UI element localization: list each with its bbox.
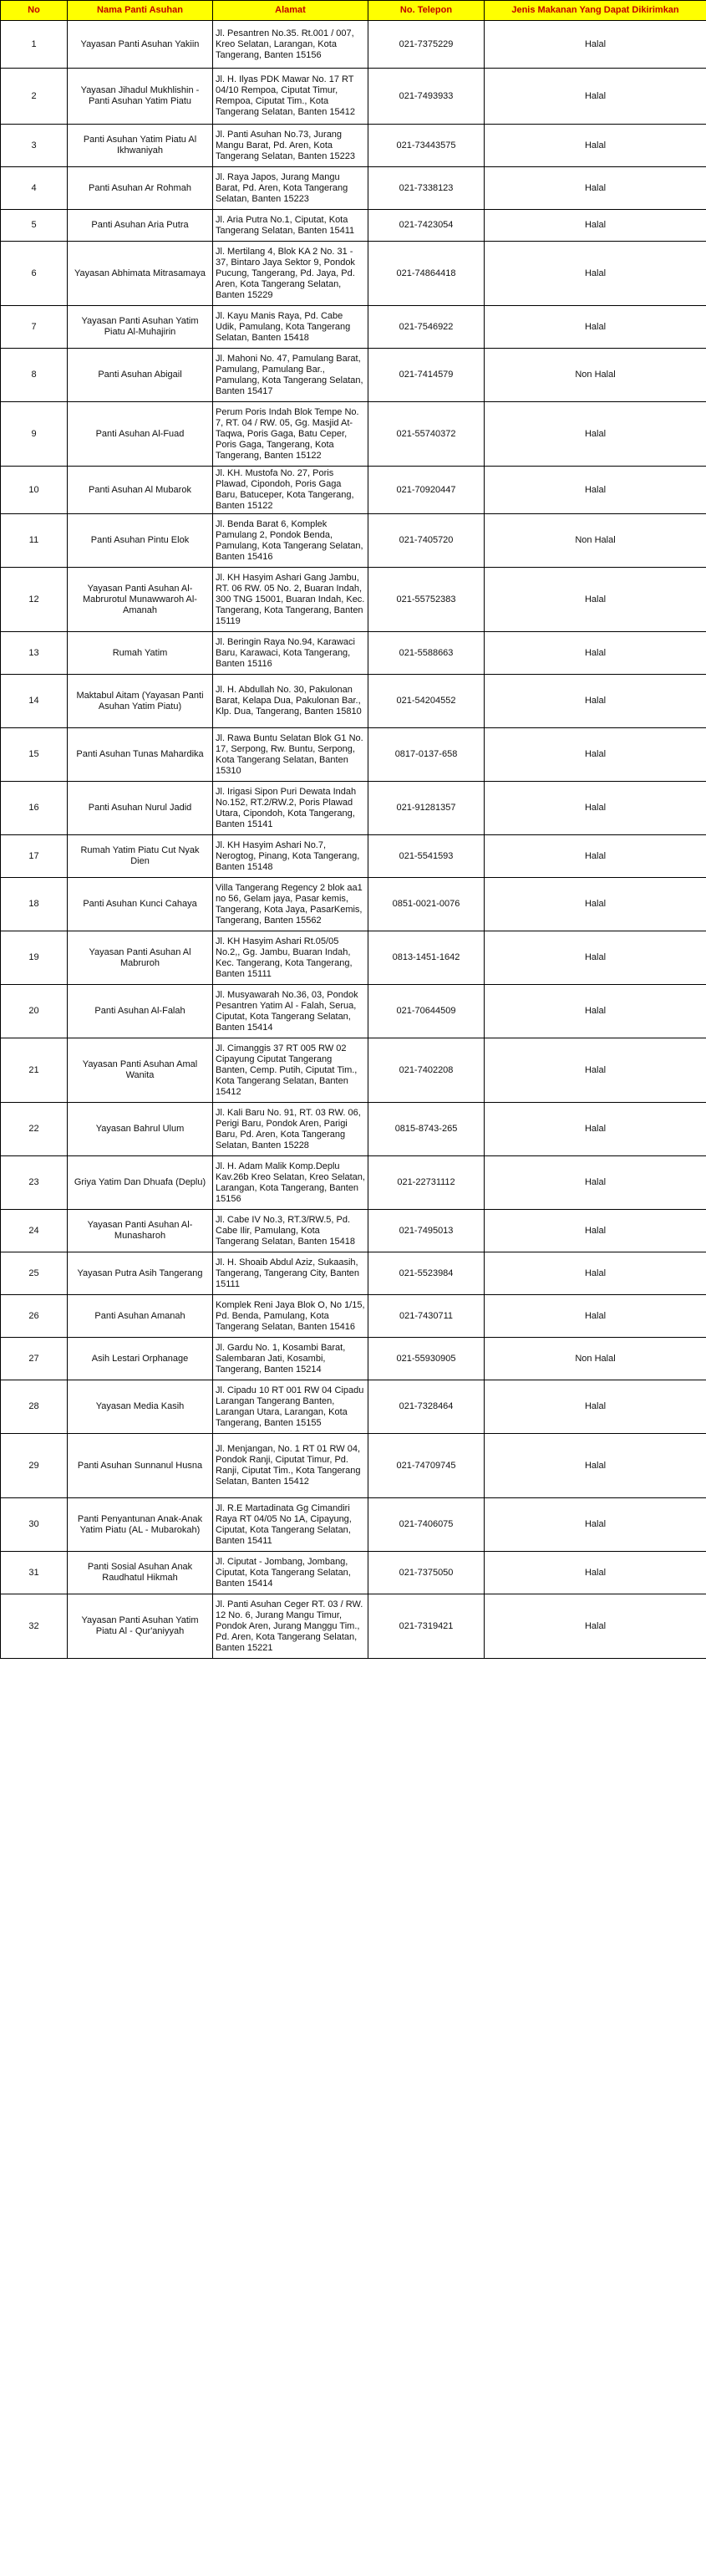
- table-row: [1, 878, 706, 931]
- cell-no: 28: [1, 1380, 68, 1434]
- cell-jenis-makanan: Halal: [485, 242, 706, 306]
- cell-alamat: Jl. KH Hasyim Ashari Gang Jambu, RT. 06 RW. 05 No. 2, Buaran Indah, 300 TNG 15001, Buaran Indah, Kec. Tangerang, Kota Tangerang, Banten 15119: [213, 568, 368, 632]
- table-row: [1, 306, 706, 349]
- table-row: [1, 167, 706, 210]
- cell-telepon: 021-55930905: [368, 1338, 485, 1380]
- table-row: [1, 1103, 706, 1156]
- table-row: [1, 931, 706, 985]
- cell-jenis-makanan: Halal: [485, 1594, 706, 1659]
- cell-nama: Panti Asuhan Tunas Mahardika: [68, 728, 213, 782]
- cell-alamat: Jl. H. Adam Malik Komp.Deplu Kav.26b Kreo Selatan, Kreo Selatan, Larangan, Kota Tangerang, Banten 15156: [213, 1156, 368, 1210]
- cell-nama: Panti Asuhan Al-Fuad: [68, 402, 213, 467]
- cell-nama: Panti Asuhan Al-Falah: [68, 985, 213, 1038]
- cell-alamat: Jl. Pesantren No.35. Rt.001 / 007, Kreo Selatan, Larangan, Kota Tangerang, Banten 15156: [213, 21, 368, 69]
- cell-telepon: 0813-1451-1642: [368, 931, 485, 985]
- cell-nama: Panti Asuhan Kunci Cahaya: [68, 878, 213, 931]
- cell-jenis-makanan: Non Halal: [485, 1338, 706, 1380]
- cell-alamat: Komplek Reni Jaya Blok O, No 1/15, Pd. Benda, Pamulang, Kota Tangerang Selatan, Banten 15416: [213, 1295, 368, 1338]
- cell-nama: Yayasan Panti Asuhan Yatim Piatu Al-Muhajirin: [68, 306, 213, 349]
- cell-alamat: Jl. Aria Putra No.1, Ciputat, Kota Tangerang Selatan, Banten 15411: [213, 210, 368, 242]
- cell-telepon: 021-7338123: [368, 167, 485, 210]
- table-row: [1, 568, 706, 632]
- cell-jenis-makanan: Halal: [485, 931, 706, 985]
- table-row: [1, 1338, 706, 1380]
- cell-jenis-makanan: Halal: [485, 69, 706, 125]
- cell-alamat: Jl. H. Abdullah No. 30, Pakulonan Barat, Kelapa Dua, Pakulonan Bar., Klp. Dua, Tangerang, Banten 15810: [213, 675, 368, 728]
- cell-nama: Rumah Yatim: [68, 632, 213, 675]
- cell-jenis-makanan: Non Halal: [485, 349, 706, 402]
- cell-jenis-makanan: Halal: [485, 782, 706, 835]
- cell-no: 11: [1, 514, 68, 568]
- cell-alamat: Jl. Musyawarah No.36, 03, Pondok Pesantren Yatim Al - Falah, Serua, Ciputat, Kota Tangerang Selatan, Banten 15414: [213, 985, 368, 1038]
- cell-jenis-makanan: Halal: [485, 1103, 706, 1156]
- cell-jenis-makanan: Halal: [485, 210, 706, 242]
- cell-no: 12: [1, 568, 68, 632]
- cell-jenis-makanan: Non Halal: [485, 514, 706, 568]
- table-row: [1, 125, 706, 167]
- cell-no: 21: [1, 1038, 68, 1103]
- cell-telepon: 021-7402208: [368, 1038, 485, 1103]
- cell-jenis-makanan: Halal: [485, 306, 706, 349]
- table-row: [1, 1156, 706, 1210]
- cell-telepon: 021-70644509: [368, 985, 485, 1038]
- cell-alamat: Jl. Mahoni No. 47, Pamulang Barat, Pamulang, Pamulang Bar., Pamulang, Kota Tangerang Selatan, Banten 15417: [213, 349, 368, 402]
- cell-alamat: Jl. Panti Asuhan Ceger RT. 03 / RW. 12 No. 6, Jurang Mangu Timur, Pondok Aren, Jurang Manggu Tim., Pd. Aren, Kota Tangerang Selatan, Banten 15221: [213, 1594, 368, 1659]
- table-row: [1, 210, 706, 242]
- cell-jenis-makanan: Halal: [485, 402, 706, 467]
- cell-alamat: Villa Tangerang Regency 2 blok aa1 no 56, Gelam jaya, Pasar kemis, Tangerang, Kota Jaya, PasarKemis, Tangerang, Banten 15562: [213, 878, 368, 931]
- cell-telepon: 021-73443575: [368, 125, 485, 167]
- cell-no: 14: [1, 675, 68, 728]
- cell-no: 29: [1, 1434, 68, 1498]
- cell-no: 15: [1, 728, 68, 782]
- cell-telepon: 021-7405720: [368, 514, 485, 568]
- cell-jenis-makanan: Halal: [485, 1380, 706, 1434]
- cell-no: 22: [1, 1103, 68, 1156]
- header-row: [1, 1, 706, 21]
- cell-jenis-makanan: Halal: [485, 21, 706, 69]
- cell-nama: Panti Sosial Asuhan Anak Raudhatul Hikmah: [68, 1552, 213, 1594]
- cell-alamat: Jl. R.E Martadinata Gg Cimandiri Raya RT 04/05 No 1A, Cipayung, Ciputat, Kota Tangerang Selatan, Banten 15411: [213, 1498, 368, 1552]
- cell-alamat: Jl. Raya Japos, Jurang Mangu Barat, Pd. Aren, Kota Tangerang Selatan, Banten 15223: [213, 167, 368, 210]
- cell-no: 5: [1, 210, 68, 242]
- cell-telepon: 021-7319421: [368, 1594, 485, 1659]
- cell-no: 2: [1, 69, 68, 125]
- cell-alamat: Jl. Panti Asuhan No.73, Jurang Mangu Barat, Pd. Aren, Kota Tangerang Selatan, Banten 15223: [213, 125, 368, 167]
- cell-alamat: Jl. Gardu No. 1, Kosambi Barat, Salembaran Jati, Kosambi, Tangerang, Banten 15214: [213, 1338, 368, 1380]
- cell-telepon: 0815-8743-265: [368, 1103, 485, 1156]
- cell-alamat: Jl. Menjangan, No. 1 RT 01 RW 04, Pondok Ranji, Ciputat Timur, Pd. Ranji, Ciputat Tim., Kota Tangerang Selatan, Banten 15412: [213, 1434, 368, 1498]
- cell-alamat: Jl. Rawa Buntu Selatan Blok G1 No. 17, Serpong, Rw. Buntu, Serpong, Kota Tangerang Selatan, Banten 15310: [213, 728, 368, 782]
- table-row: [1, 985, 706, 1038]
- cell-nama: Rumah Yatim Piatu Cut Nyak Dien: [68, 835, 213, 878]
- table-row: [1, 1380, 706, 1434]
- cell-jenis-makanan: Halal: [485, 728, 706, 782]
- cell-jenis-makanan: Halal: [485, 1038, 706, 1103]
- table-row: [1, 782, 706, 835]
- cell-jenis-makanan: Halal: [485, 1498, 706, 1552]
- table-row: [1, 69, 706, 125]
- cell-telepon: 021-7375229: [368, 21, 485, 69]
- cell-telepon: 021-7414579: [368, 349, 485, 402]
- cell-telepon: 021-91281357: [368, 782, 485, 835]
- cell-no: 31: [1, 1552, 68, 1594]
- cell-no: 20: [1, 985, 68, 1038]
- cell-nama: Panti Asuhan Yatim Piatu Al Ikhwaniyah: [68, 125, 213, 167]
- cell-alamat: Jl. Kayu Manis Raya, Pd. Cabe Udik, Pamulang, Kota Tangerang Selatan, Banten 15418: [213, 306, 368, 349]
- cell-alamat: Perum Poris Indah Blok Tempe No. 7, RT. 04 / RW. 05, Gg. Masjid At-Taqwa, Poris Gaga, Batu Ceper, Poris Gaga, Tangerang, Kota Tangerang, Banten 15122: [213, 402, 368, 467]
- table-row: [1, 1295, 706, 1338]
- cell-no: 32: [1, 1594, 68, 1659]
- cell-nama: Panti Asuhan Aria Putra: [68, 210, 213, 242]
- cell-no: 23: [1, 1156, 68, 1210]
- cell-telepon: 021-55752383: [368, 568, 485, 632]
- table-row: [1, 1434, 706, 1498]
- cell-nama: Panti Asuhan Amanah: [68, 1295, 213, 1338]
- cell-nama: Yayasan Abhimata Mitrasamaya: [68, 242, 213, 306]
- table-row: [1, 21, 706, 69]
- cell-no: 9: [1, 402, 68, 467]
- cell-telepon: 021-7328464: [368, 1380, 485, 1434]
- cell-jenis-makanan: Halal: [485, 1295, 706, 1338]
- cell-nama: Yayasan Putra Asih Tangerang: [68, 1252, 213, 1295]
- cell-jenis-makanan: Halal: [485, 985, 706, 1038]
- cell-alamat: Jl. Kali Baru No. 91, RT. 03 RW. 06, Perigi Baru, Pondok Aren, Parigi Baru, Pd. Aren, Kota Tangerang Selatan, Banten 15228: [213, 1103, 368, 1156]
- cell-jenis-makanan: Halal: [485, 1156, 706, 1210]
- cell-nama: Maktabul Aitam (Yayasan Panti Asuhan Yatim Piatu): [68, 675, 213, 728]
- cell-alamat: Jl. Ciputat - Jombang, Jombang, Ciputat, Kota Tangerang Selatan, Banten 15414: [213, 1552, 368, 1594]
- cell-no: 7: [1, 306, 68, 349]
- cell-nama: Panti Asuhan Nurul Jadid: [68, 782, 213, 835]
- table-row: [1, 1498, 706, 1552]
- cell-no: 13: [1, 632, 68, 675]
- cell-nama: Yayasan Panti Asuhan Yatim Piatu Al - Qur'aniyyah: [68, 1594, 213, 1659]
- cell-telepon: 021-54204552: [368, 675, 485, 728]
- cell-no: 24: [1, 1210, 68, 1252]
- cell-no: 16: [1, 782, 68, 835]
- cell-jenis-makanan: Halal: [485, 878, 706, 931]
- cell-no: 19: [1, 931, 68, 985]
- cell-no: 1: [1, 21, 68, 69]
- cell-nama: Yayasan Panti Asuhan Al-Mabrurotul Munawwaroh Al-Amanah: [68, 568, 213, 632]
- cell-nama: Panti Asuhan Pintu Elok: [68, 514, 213, 568]
- cell-alamat: Jl. KH Hasyim Ashari No.7, Nerogtog, Pinang, Kota Tangerang, Banten 15148: [213, 835, 368, 878]
- cell-nama: Griya Yatim Dan Dhuafa (Deplu): [68, 1156, 213, 1210]
- cell-alamat: Jl. Mertilang 4, Blok KA 2 No. 31 - 37, Bintaro Jaya Sektor 9, Pondok Pucung, Tangerang, Pd. Jaya, Pd. Aren, Kota Tangerang Selatan, Banten 15229: [213, 242, 368, 306]
- cell-jenis-makanan: Halal: [485, 467, 706, 514]
- cell-jenis-makanan: Halal: [485, 125, 706, 167]
- table-row: [1, 514, 706, 568]
- cell-no: 27: [1, 1338, 68, 1380]
- header-alamat: Alamat: [213, 1, 368, 21]
- cell-alamat: Jl. Cimanggis 37 RT 005 RW 02 Cipayung Ciputat Tangerang Banten, Cemp. Putih, Ciputat Tim., Kota Tangerang Selatan, Banten 15412: [213, 1038, 368, 1103]
- cell-jenis-makanan: Halal: [485, 632, 706, 675]
- cell-nama: Yayasan Panti Asuhan Al Mabruroh: [68, 931, 213, 985]
- cell-no: 4: [1, 167, 68, 210]
- cell-alamat: Jl. KH. Mustofa No. 27, Poris Plawad, Cipondoh, Poris Gaga Baru, Batuceper, Kota Tangerang, Banten 15122: [213, 467, 368, 514]
- cell-no: 26: [1, 1295, 68, 1338]
- cell-nama: Yayasan Bahrul Ulum: [68, 1103, 213, 1156]
- cell-no: 10: [1, 467, 68, 514]
- cell-telepon: 021-70920447: [368, 467, 485, 514]
- cell-no: 6: [1, 242, 68, 306]
- cell-telepon: 021-7493933: [368, 69, 485, 125]
- cell-nama: Asih Lestari Orphanage: [68, 1338, 213, 1380]
- cell-no: 30: [1, 1498, 68, 1552]
- cell-jenis-makanan: Halal: [485, 1252, 706, 1295]
- table-row: [1, 632, 706, 675]
- cell-jenis-makanan: Halal: [485, 675, 706, 728]
- table-row: [1, 1552, 706, 1594]
- cell-telepon: 021-7406075: [368, 1498, 485, 1552]
- cell-telepon: 021-7495013: [368, 1210, 485, 1252]
- cell-jenis-makanan: Halal: [485, 1210, 706, 1252]
- cell-nama: Yayasan Media Kasih: [68, 1380, 213, 1434]
- table-row: [1, 349, 706, 402]
- cell-telepon: 021-5541593: [368, 835, 485, 878]
- cell-nama: Panti Asuhan Ar Rohmah: [68, 167, 213, 210]
- header-no: No: [1, 1, 68, 21]
- cell-nama: Panti Asuhan Abigail: [68, 349, 213, 402]
- cell-telepon: 021-7375050: [368, 1552, 485, 1594]
- cell-jenis-makanan: Halal: [485, 167, 706, 210]
- header-telepon: No. Telepon: [368, 1, 485, 21]
- cell-telepon: 021-74864418: [368, 242, 485, 306]
- cell-nama: Panti Penyantunan Anak-Anak Yatim Piatu (AL - Mubarokah): [68, 1498, 213, 1552]
- cell-telepon: 021-7423054: [368, 210, 485, 242]
- cell-telepon: 021-7430711: [368, 1295, 485, 1338]
- cell-nama: Panti Asuhan Al Mubarok: [68, 467, 213, 514]
- cell-telepon: 021-7546922: [368, 306, 485, 349]
- cell-jenis-makanan: Halal: [485, 568, 706, 632]
- cell-jenis-makanan: Halal: [485, 1434, 706, 1498]
- header-jenis-makanan: Jenis Makanan Yang Dapat Dikirimkan: [485, 1, 706, 21]
- cell-alamat: Jl. Benda Barat 6, Komplek Pamulang 2, Pondok Benda, Pamulang, Kota Tangerang Selatan, Banten 15416: [213, 514, 368, 568]
- cell-alamat: Jl. KH Hasyim Ashari Rt.05/05 No.2,, Gg. Jambu, Buaran Indah, Kec. Tangerang, Kota Tangerang, Banten 15111: [213, 931, 368, 985]
- cell-alamat: Jl. Cipadu 10 RT 001 RW 04 Cipadu Larangan Tangerang Banten, Larangan Utara, Larangan, Kota Tangerang, Banten 15155: [213, 1380, 368, 1434]
- table-row: [1, 242, 706, 306]
- cell-telepon: 021-22731112: [368, 1156, 485, 1210]
- table-row: [1, 1038, 706, 1103]
- table-body: [1, 21, 706, 1659]
- cell-jenis-makanan: Halal: [485, 835, 706, 878]
- table-row: [1, 1210, 706, 1252]
- cell-no: 25: [1, 1252, 68, 1295]
- cell-no: 8: [1, 349, 68, 402]
- cell-telepon: 0817-0137-658: [368, 728, 485, 782]
- cell-no: 18: [1, 878, 68, 931]
- cell-nama: Yayasan Panti Asuhan Yakiin: [68, 21, 213, 69]
- cell-no: 17: [1, 835, 68, 878]
- cell-telepon: 0851-0021-0076: [368, 878, 485, 931]
- table-row: [1, 1252, 706, 1295]
- cell-alamat: Jl. H. Shoaib Abdul Aziz, Sukaasih, Tangerang, Tangerang City, Banten 15111: [213, 1252, 368, 1295]
- table-row: [1, 835, 706, 878]
- table-row: [1, 402, 706, 467]
- cell-alamat: Jl. Beringin Raya No.94, Karawaci Baru, Karawaci, Kota Tangerang, Banten 15116: [213, 632, 368, 675]
- cell-telepon: 021-74709745: [368, 1434, 485, 1498]
- cell-telepon: 021-5588663: [368, 632, 485, 675]
- cell-nama: Panti Asuhan Sunnanul Husna: [68, 1434, 213, 1498]
- table-row: [1, 1594, 706, 1659]
- cell-alamat: Jl. H. Ilyas PDK Mawar No. 17 RT 04/10 Rempoa, Ciputat Timur, Rempoa, Ciputat Tim., Kota Tangerang Selatan, Banten 15412: [213, 69, 368, 125]
- cell-nama: Yayasan Jihadul Mukhlishin - Panti Asuhan Yatim Piatu: [68, 69, 213, 125]
- table-row: [1, 675, 706, 728]
- cell-nama: Yayasan Panti Asuhan Amal Wanita: [68, 1038, 213, 1103]
- table-row: [1, 467, 706, 514]
- cell-no: 3: [1, 125, 68, 167]
- cell-nama: Yayasan Panti Asuhan Al-Munasharoh: [68, 1210, 213, 1252]
- cell-alamat: Jl. Cabe IV No.3, RT.3/RW.5, Pd. Cabe Ilir, Pamulang, Kota Tangerang Selatan, Banten 15418: [213, 1210, 368, 1252]
- cell-telepon: 021-55740372: [368, 402, 485, 467]
- cell-jenis-makanan: Halal: [485, 1552, 706, 1594]
- table-row: [1, 728, 706, 782]
- cell-telepon: 021-5523984: [368, 1252, 485, 1295]
- header-nama: Nama Panti Asuhan: [68, 1, 213, 21]
- cell-alamat: Jl. Irigasi Sipon Puri Dewata Indah No.152, RT.2/RW.2, Poris Plawad Utara, Cipondoh, Kota Tangerang, Banten 15141: [213, 782, 368, 835]
